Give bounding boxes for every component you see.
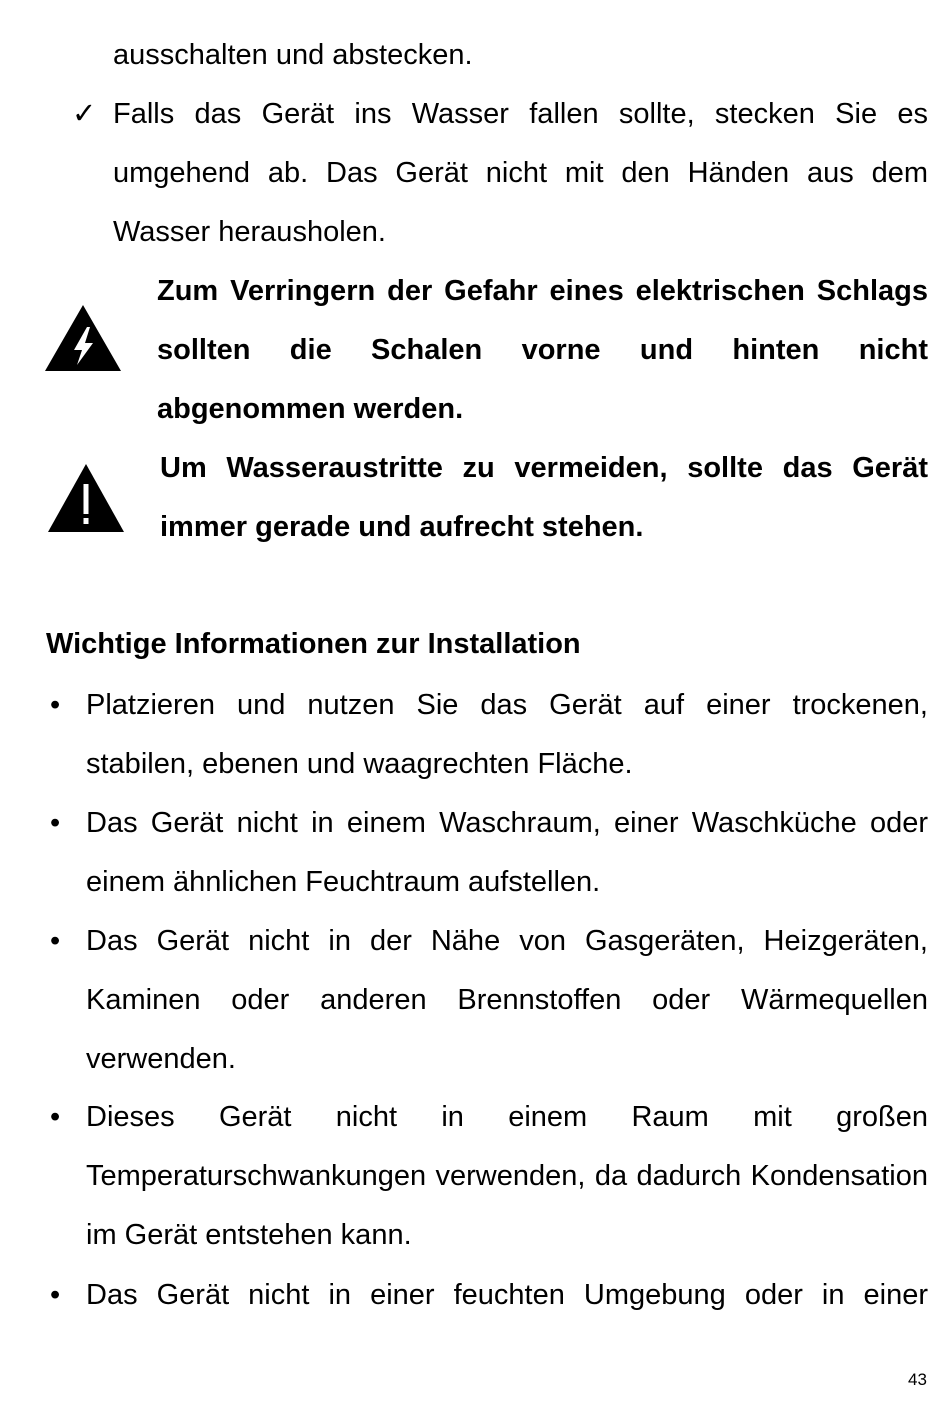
- warning-electric-text: Zum Verringern der Gefahr eines elektrischen Schlags sollten die Schalen vorne und hinten nicht abgenommen werden.: [157, 275, 928, 425]
- bullet-icon: •: [50, 1101, 61, 1133]
- list-item: Das Gerät nicht in einem Waschraum, einer Waschküche oder einem ähnlichen Feuchtraum aufstellen.: [86, 807, 928, 898]
- section-heading: Wichtige Informationen zur Installation: [46, 628, 581, 660]
- electric-shock-warning-icon: [43, 303, 123, 373]
- check-item-text: Falls das Gerät ins Wasser fallen sollte, stecken Sie es umgehend ab. Das Gerät nicht mit den Händen aus dem Wasser herausholen.: [113, 98, 928, 248]
- warning-water-text: Um Wasseraustritte zu vermeiden, sollte das Gerät immer gerade und aufrecht stehen.: [160, 452, 928, 543]
- bullet-icon: •: [50, 689, 61, 721]
- list-item: Platzieren und nutzen Sie das Gerät auf einer trockenen, stabilen, ebenen und waagrechten Fläche.: [86, 689, 928, 780]
- list-item: Das Gerät nicht in der Nähe von Gasgeräten, Heizgeräten, Kaminen oder anderen Brennstoffen oder Wärmequellen verwenden.: [86, 925, 928, 1075]
- bullet-icon: •: [50, 925, 61, 957]
- bullet-icon: •: [50, 1279, 61, 1311]
- continuation-text: ausschalten und abstecken.: [113, 39, 473, 71]
- exclamation-warning-icon: [46, 462, 126, 534]
- list-item: Dieses Gerät nicht in einem Raum mit großen Temperaturschwankungen verwenden, da dadurch Kondensation im Gerät entstehen kann.: [86, 1101, 928, 1251]
- list-item: Das Gerät nicht in einer feuchten Umgebung oder in einer: [86, 1279, 928, 1311]
- bullet-icon: •: [50, 807, 61, 839]
- check-icon: ✓: [72, 98, 97, 130]
- page-number: 43: [908, 1370, 927, 1389]
